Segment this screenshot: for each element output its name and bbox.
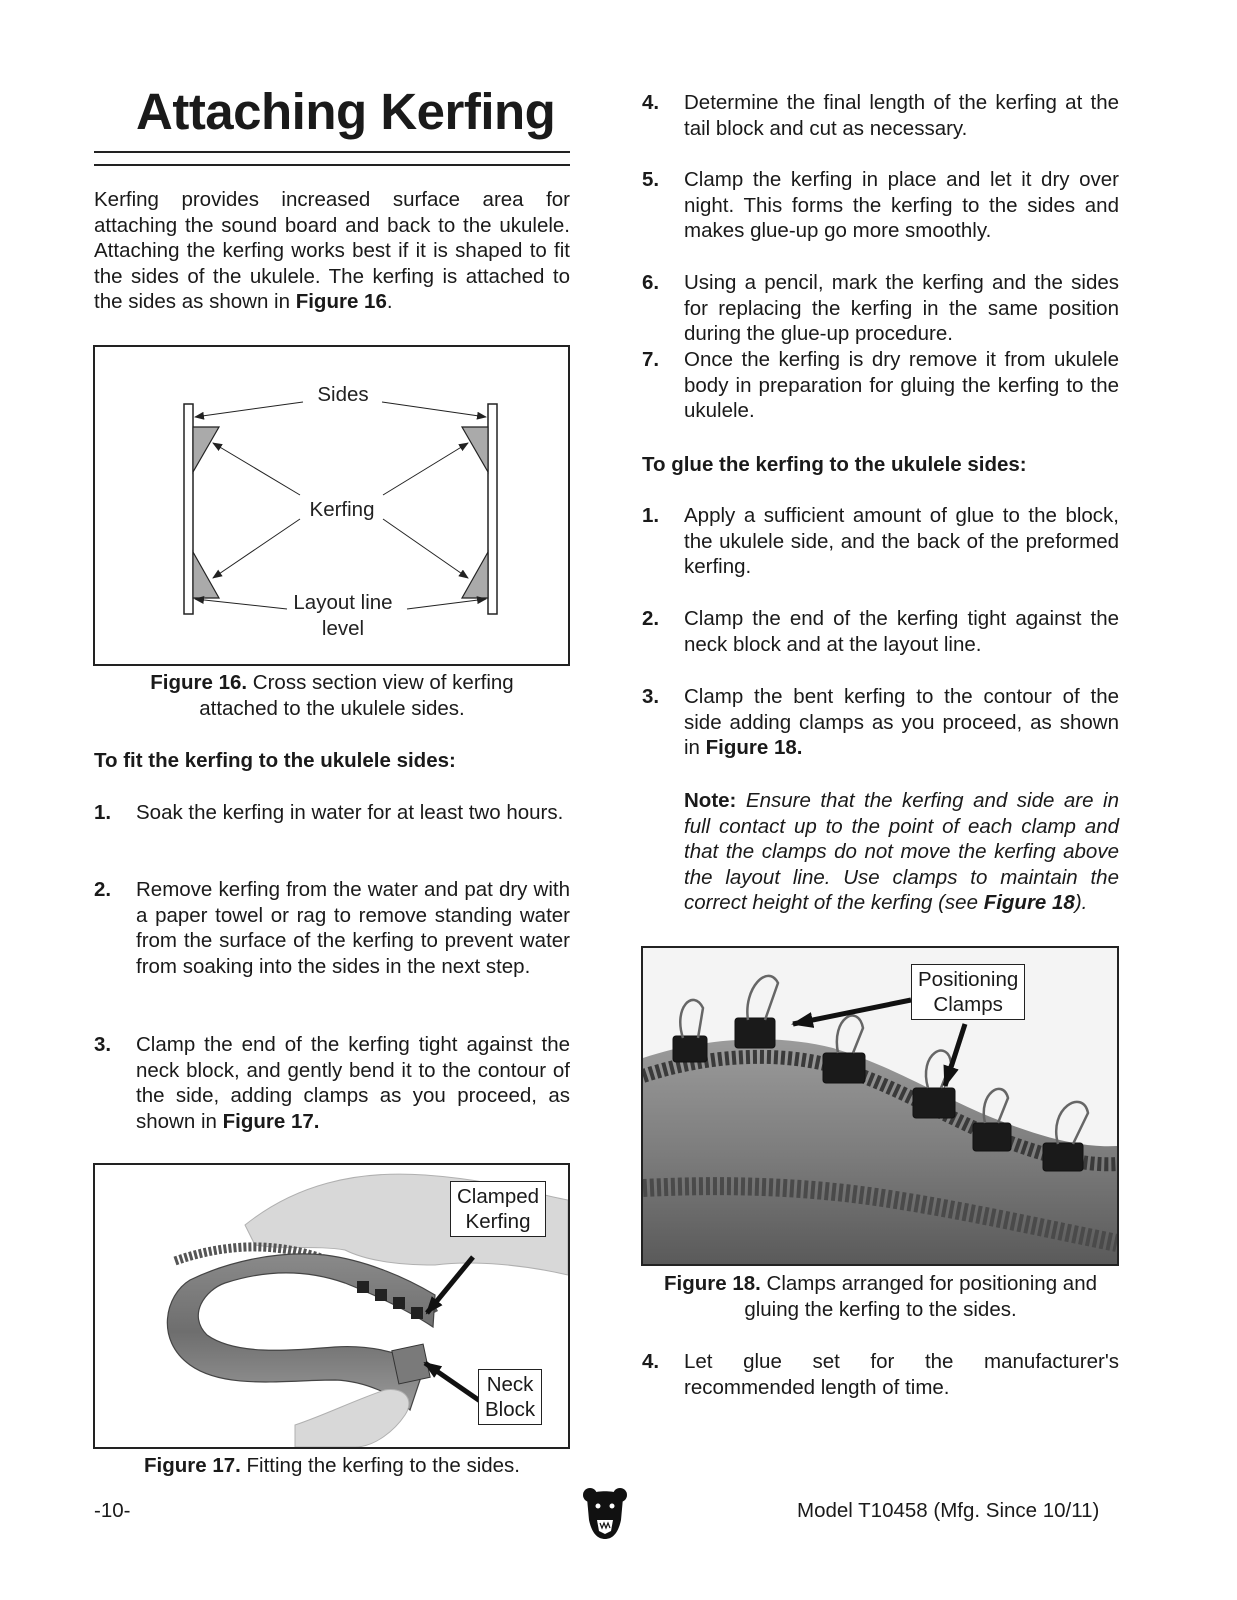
lower-hand xyxy=(295,1390,409,1447)
neck-block-arrow xyxy=(425,1363,480,1401)
layout-arrow-right xyxy=(407,599,486,609)
glue-heading: To glue the kerfing to the ukulele sides: xyxy=(642,453,1027,476)
title-rule-bottom xyxy=(94,164,570,166)
fit-step-1: 1. Soak the kerfing in water for at least two hours. xyxy=(94,801,564,824)
ukulele-side-band xyxy=(167,1254,435,1410)
fit-step-5: 5. Clamp the kerfing in place and let it dry over night. This forms the kerfing to the sides and makes glue-up go more smoothly. xyxy=(642,168,1119,243)
figure-18-reference: Figure 18. xyxy=(705,736,803,760)
sides-arrow-right xyxy=(382,402,486,417)
model-info: Model T10458 (Mfg. Since 10/11) xyxy=(797,1499,1100,1522)
fit-step-6: 6. Using a pencil, mark the kerfing and the sides for replacing the kerfing in the same position during the glue-up procedure. xyxy=(642,271,1119,346)
kerfing-arrow-br xyxy=(383,519,468,578)
figure-17-reference: Figure 17. xyxy=(222,1109,320,1133)
figure-17-photo xyxy=(93,1163,570,1449)
kerfing-arrow-tl xyxy=(213,443,300,495)
title-rule-top xyxy=(94,151,570,153)
note-figure-18-reference: Figure 18 xyxy=(983,891,1075,915)
fit-heading: To fit the kerfing to the ukulele sides: xyxy=(94,749,456,772)
kerfing-arrow-tr xyxy=(383,443,468,495)
note-paragraph: Note: Ensure that the kerfing and side are in full contact up to the point of each clamp and that the clamps do not move the kerfing above the layout line. Use clamps to maintain the correct height of the kerfing (see Figure 18). xyxy=(684,789,1119,915)
fit-step-3: 3. Clamp the end of the kerfing tight against the neck block, and gently bend it to the contour of the side, adding clamps as you proceed, as shown in Figure 17. xyxy=(94,1033,570,1133)
kerfing-top-left xyxy=(193,427,219,472)
label-sides: Sides xyxy=(317,383,369,406)
fit-step-2: 2. Remove kerfing from the water and pat dry with a paper towel or rag to remove standing water from the surface of the kerfing to prevent water from soaking into the sides in the next step. xyxy=(94,878,570,978)
page-title: Attaching Kerfing xyxy=(136,83,556,140)
figure-17-caption: Figure 17. Fitting the kerfing to the sides. xyxy=(143,1454,521,1477)
kerfing-bottom-left xyxy=(193,552,219,598)
page-number: -10- xyxy=(94,1499,131,1522)
fit-step-4: 4. Determine the final length of the kerfing at the tail block and cut as necessary. xyxy=(642,91,1119,140)
intro-paragraph: Kerfing provides increased surface area for attaching the sound board and back to the ukulele. Attaching the kerfing works best if it is shaped to fit the sides of the ukulele. The kerfing is attached to the sides as shown in Figure 16. xyxy=(94,188,570,314)
kerfing-top-right xyxy=(462,427,488,472)
label-layout-line: Layout line xyxy=(293,591,393,614)
figure-16-diagram xyxy=(93,345,570,666)
glue-step-4: 4. Let glue set for the manufacturer's recommended length of time. xyxy=(642,1350,1119,1399)
figure-18-caption: Figure 18. Clamps arranged for positioning and gluing the kerfing to the sides. xyxy=(663,1272,1097,1321)
kerfing-cross-section-svg xyxy=(95,347,568,664)
figure-18-photo xyxy=(641,946,1119,1266)
glue-step-3: 3. Clamp the bent kerfing to the contour of the side adding clamps as you proceed, as shown in Figure 18. xyxy=(642,685,1119,760)
kerfing-arrow-bl xyxy=(213,519,300,578)
figure-16-reference: Figure 16 xyxy=(295,290,387,314)
fit-step-7: 7. Once the kerfing is dry remove it from ukulele body in preparation for gluing the kerfing to the ukulele. xyxy=(642,348,1119,423)
neck-block-callout: Neck Block xyxy=(478,1369,542,1425)
right-side-board xyxy=(488,404,497,614)
bear-head-logo-icon xyxy=(582,1486,628,1540)
kerfing-bottom-right xyxy=(462,552,488,598)
glue-step-2: 2. Clamp the end of the kerfing tight against the neck block and at the layout line. xyxy=(642,607,1119,656)
layout-arrow-left xyxy=(195,599,287,609)
clamped-kerfing-callout: Clamped Kerfing xyxy=(450,1181,546,1237)
positioning-clamps-callout: Positioning Clamps xyxy=(911,964,1025,1020)
label-layout-level: level xyxy=(321,617,365,640)
positioning-clamps-illustration xyxy=(643,948,1117,1264)
sides-arrow-left xyxy=(195,402,303,417)
label-kerfing: Kerfing xyxy=(309,498,375,521)
glue-step-1: 1. Apply a sufficient amount of glue to the block, the ukulele side, and the back of the preformed kerfing. xyxy=(642,504,1119,579)
figure-16-caption: Figure 16. Cross section view of kerfing attached to the ukulele sides. xyxy=(150,671,514,720)
left-side-board xyxy=(184,404,193,614)
